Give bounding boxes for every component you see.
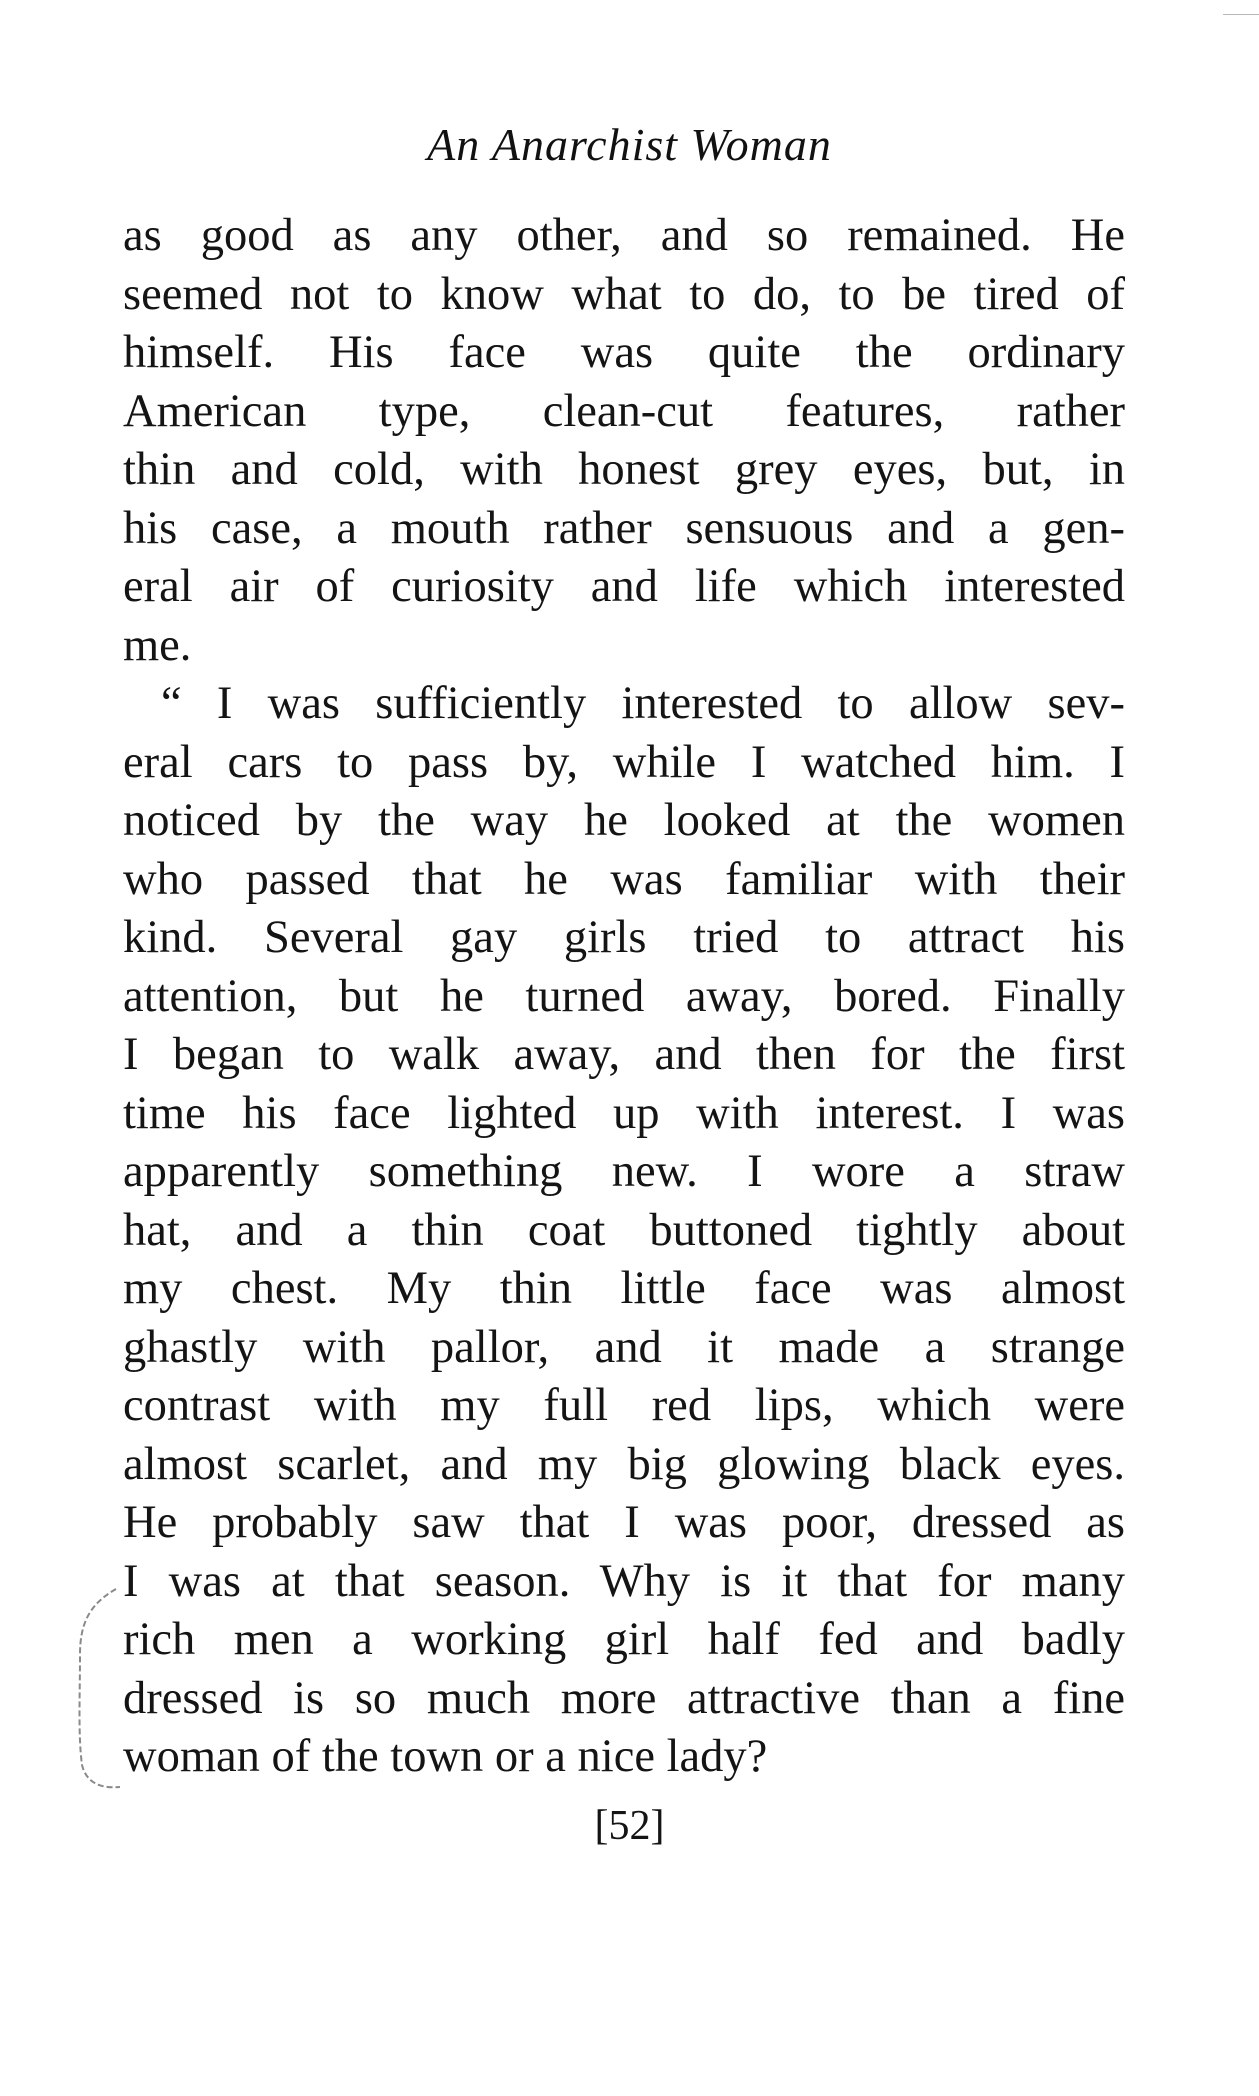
- text-line: rich men a working girl half fed and badly: [123, 1614, 1125, 1665]
- text-line: as good as any other, and so remained. He: [123, 210, 1125, 261]
- page-number: [52]: [594, 1803, 665, 1849]
- text-line: He probably saw that I was poor, dressed as: [123, 1497, 1125, 1548]
- text-line: almost scarlet, and my big glowing black eyes.: [123, 1438, 1125, 1490]
- text-line: ghastly with pallor, and it made a strange: [123, 1321, 1125, 1373]
- text-line: eral air of curiosity and life which interested: [123, 561, 1125, 612]
- text-line: I began to walk away, and then for the first: [123, 1029, 1125, 1080]
- text-line: my chest. My thin little face was almost: [123, 1263, 1125, 1314]
- text-line: eral cars to pass by, while I watched him. I: [123, 736, 1125, 788]
- text-line: hat, and a thin coat buttoned tightly about: [123, 1204, 1125, 1256]
- text-line: dressed is so much more attractive than a fine: [123, 1672, 1125, 1724]
- corner-scan-mark: [1223, 14, 1259, 15]
- paragraph-start-line: “ I was sufficiently interested to allow sev-: [161, 678, 1125, 729]
- text-line: who passed that he was familiar with their: [123, 853, 1125, 905]
- text-line: attention, but he turned away, bored. Finally: [123, 970, 1125, 1022]
- text-line: himself. His face was quite the ordinary: [123, 327, 1125, 378]
- text-line: American type, clean-cut features, rather: [123, 385, 1125, 437]
- running-head-title: An Anarchist Woman: [427, 119, 832, 170]
- text-line: thin and cold, with honest grey eyes, but, in: [123, 444, 1125, 495]
- text-line: contrast with my full red lips, which were: [123, 1380, 1125, 1431]
- text-line: woman of the town or a nice lady?: [123, 1731, 768, 1782]
- text-line: his case, a mouth rather sensuous and a gen-: [123, 502, 1125, 554]
- handwritten-margin-bracket: [58, 1585, 128, 1795]
- body-text: [123, 207, 1125, 1787]
- text-line: kind. Several gay girls tried to attract his: [123, 912, 1125, 963]
- text-line: apparently something new. I wore a straw: [123, 1146, 1125, 1197]
- text-line: seemed not to know what to do, to be tired of: [123, 268, 1125, 320]
- text-line: I was at that season. Why is it that for many: [123, 1555, 1125, 1607]
- text-line: time his face lighted up with interest. I was: [123, 1087, 1125, 1139]
- text-line: noticed by the way he looked at the women: [123, 795, 1125, 846]
- text-line: me.: [123, 619, 192, 671]
